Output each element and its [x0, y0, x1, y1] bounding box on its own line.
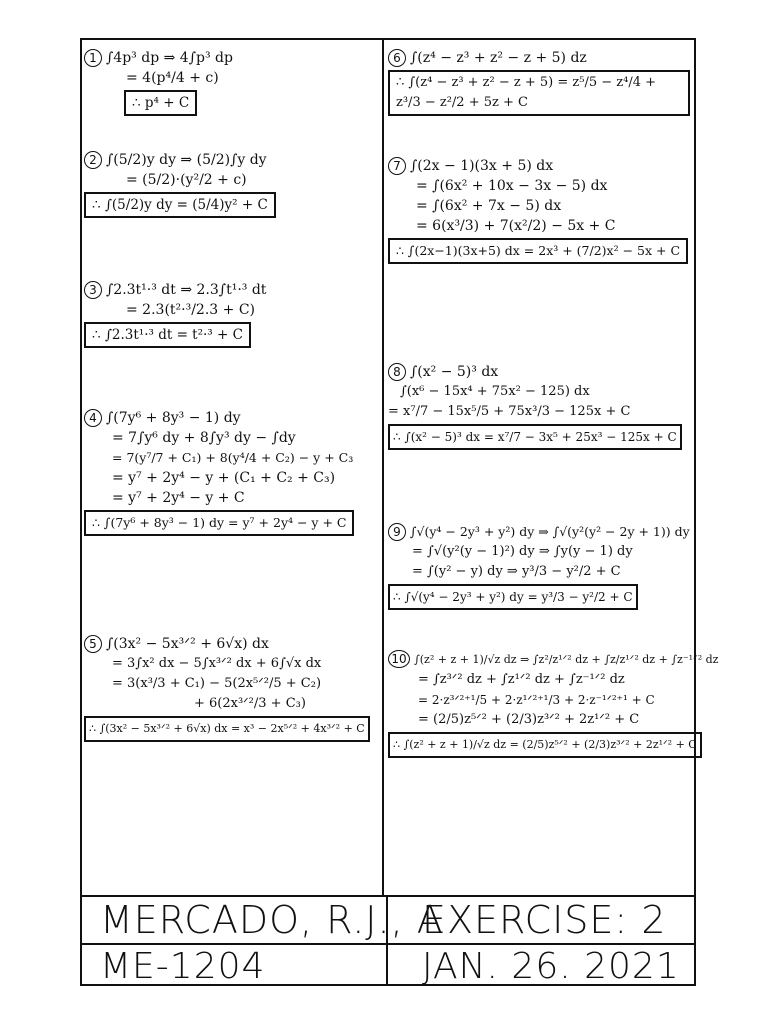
- problem-statement: ∫(3x² − 5x³ᐟ² + 6√x) dx: [106, 636, 269, 652]
- column-divider: [382, 40, 384, 895]
- solution-step: = (2/5)z⁵ᐟ² + (2/3)z³ᐟ² + 2z¹ᐟ² + C: [418, 712, 640, 727]
- problem-4: [84, 408, 380, 536]
- solution-step: = 7(y⁷/7 + C₁) + 8(y⁴/4 + C₂) − y + C₃: [112, 450, 354, 465]
- answer-box: ∴ ∫(x² − 5)³ dx = x⁷/7 − 3x⁵ + 25x³ − 125x + C: [388, 424, 682, 450]
- student-name: MERCADO, R.J., A: [100, 898, 444, 942]
- problem-number: 6: [388, 49, 406, 67]
- problem-1: [84, 48, 380, 116]
- problem-8: [388, 362, 694, 450]
- answer-box: ∴ ∫2.3t¹·³ dt = t²·³ + C: [84, 322, 251, 348]
- solution-step: = ∫(6x² + 10x − 3x − 5) dx: [416, 178, 608, 194]
- solution-step: = 3(x³/3 + C₁) − 5(2x⁵ᐟ²/5 + C₂): [112, 676, 322, 691]
- worksheet: [80, 38, 719, 987]
- solution-step: = y⁷ + 2y⁴ − y + C: [112, 490, 245, 506]
- solution-step: = 4(p⁴/4 + c): [126, 70, 219, 86]
- solution-step: = 2·z³ᐟ²⁺¹/5 + 2·z¹ᐟ²⁺¹/3 + 2·z⁻¹ᐟ²⁺¹ + C: [418, 693, 655, 707]
- problem-7: [388, 156, 694, 264]
- problem-statement: ∫(z² + z + 1)/√z dz ⇒ ∫z²/z¹ᐟ² dz + ∫z/z¹ᐟ² dz + ∫z⁻¹ᐟ² dz: [414, 653, 719, 666]
- problem-number: 7: [388, 157, 406, 175]
- problem-number: 5: [84, 635, 102, 653]
- problem-6: [388, 48, 694, 116]
- problem-statement: ∫√(y⁴ − 2y³ + y²) dy ⇒ ∫√(y²(y² − 2y + 1)) dy: [410, 524, 690, 539]
- problem-statement: ∫(2x − 1)(3x + 5) dx: [410, 158, 554, 174]
- problem-statement: ∫(5/2)y dy ⇒ (5/2)∫y dy: [106, 152, 267, 168]
- answer-box: ∴ ∫(z² + z + 1)/√z dz = (2/5)z⁵ᐟ² + (2/3)z³ᐟ² + 2z¹ᐟ² + C: [388, 732, 702, 758]
- solution-step: = 2.3(t²·³/2.3 + C): [126, 302, 255, 318]
- solution-step: ∫(x⁶ − 15x⁴ + 75x² − 125) dx: [400, 384, 590, 399]
- answer-box: ∴ ∫(5/2)y dy = (5/4)y² + C: [84, 192, 276, 218]
- answer-box: ∴ ∫(7y⁶ + 8y³ − 1) dy = y⁷ + 2y⁴ − y + C: [84, 510, 354, 536]
- problem-number: 2: [84, 151, 102, 169]
- solution-step: = (5/2)·(y²/2 + c): [126, 172, 247, 188]
- answer-box: ∴ ∫(z⁴ − z³ + z² − z + 5) = z⁵/5 − z⁴/4 + z³/3 − z²/2 + 5z + C: [388, 70, 690, 116]
- solution-step: = ∫z³ᐟ² dz + ∫z¹ᐟ² dz + ∫z⁻¹ᐟ² dz: [418, 672, 625, 687]
- problem-3: [84, 280, 380, 348]
- solution-step: = 6(x³/3) + 7(x²/2) − 5x + C: [416, 218, 616, 234]
- exercise-title: EXERCISE: 2: [422, 898, 667, 942]
- problem-statement: ∫(7y⁶ + 8y³ − 1) dy: [106, 410, 241, 426]
- solution-step: + 6(2x³ᐟ²/3 + C₃): [194, 696, 306, 711]
- solution-step: = x⁷/7 − 15x⁵/5 + 75x³/3 − 125x + C: [388, 404, 631, 419]
- problem-9: [388, 522, 694, 610]
- problem-statement: ∫4p³ dp ⇒ 4∫p³ dp: [106, 50, 233, 66]
- answer-box: ∴ p⁴ + C: [124, 90, 197, 116]
- problem-2: [84, 150, 380, 218]
- problem-statement: ∫(z⁴ − z³ + z² − z + 5) dz: [410, 50, 587, 66]
- problem-statement: ∫2.3t¹·³ dt ⇒ 2.3∫t¹·³ dt: [106, 282, 267, 298]
- problem-number: 8: [388, 363, 406, 381]
- solution-step: = 7∫y⁶ dy + 8∫y³ dy − ∫dy: [112, 430, 296, 446]
- problem-number: 10: [388, 650, 410, 668]
- date: JAN. 26. 2021: [422, 946, 680, 987]
- solution-step: = ∫(y² − y) dy ⇒ y³/3 − y²/2 + C: [412, 564, 621, 579]
- answer-box: ∴ ∫(3x² − 5x³ᐟ² + 6√x) dx = x³ − 2x⁵ᐟ² + 4x³ᐟ² + C: [84, 716, 370, 742]
- solution-step: = 3∫x² dx − 5∫x³ᐟ² dx + 6∫√x dx: [112, 656, 322, 671]
- problem-number: 9: [388, 523, 406, 541]
- problem-statement: ∫(x² − 5)³ dx: [410, 364, 499, 380]
- answer-box: ∴ ∫√(y⁴ − 2y³ + y²) dy = y³/3 − y²/2 + C: [388, 584, 638, 610]
- problem-10: [388, 650, 719, 758]
- problem-number: 4: [84, 409, 102, 427]
- problem-number: 3: [84, 281, 102, 299]
- answer-box: ∴ ∫(2x−1)(3x+5) dx = 2x³ + (7/2)x² − 5x + C: [388, 238, 688, 264]
- solution-step: = ∫√(y²(y − 1)²) dy ⇒ ∫y(y − 1) dy: [412, 544, 633, 559]
- problem-5: [84, 634, 380, 742]
- footer-rule-middle: [82, 943, 694, 945]
- footer-rule-top: [82, 895, 694, 897]
- problem-number: 1: [84, 49, 102, 67]
- solution-step: = ∫(6x² + 7x − 5) dx: [416, 198, 562, 214]
- solution-step: = y⁷ + 2y⁴ − y + (C₁ + C₂ + C₃): [112, 470, 336, 486]
- section-code: ME-1204: [100, 946, 266, 987]
